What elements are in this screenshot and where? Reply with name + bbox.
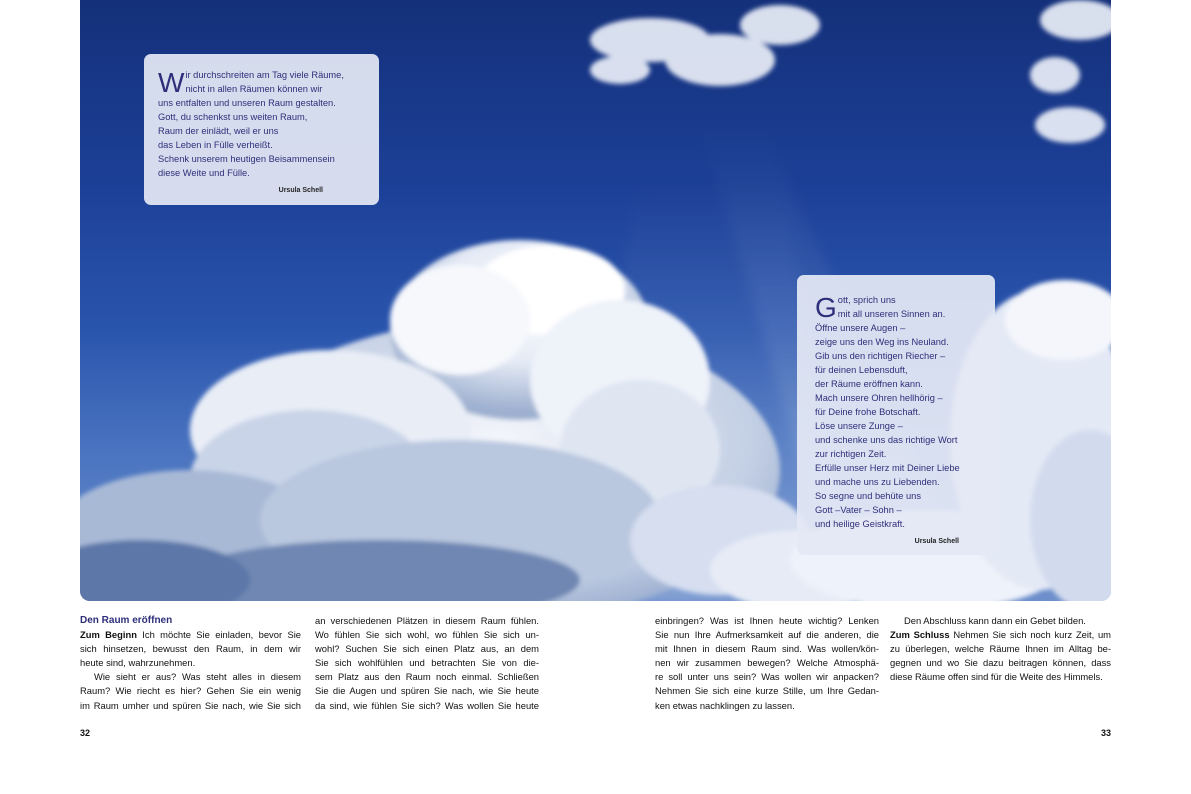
poem-line: der Räume eröffnen kann. [815, 379, 923, 389]
text-line: Sie nun Ihre Aufmerksamkeit auf die anderen, die [655, 629, 879, 641]
poem-line: zeige uns den Weg ins Neuland. [815, 337, 949, 347]
poem-line: Gott, du schenkst uns weiten Raum, [158, 112, 308, 122]
text-line: Wo fühlen Sie sich wohl, wo fühlen Sie sich un- [315, 629, 539, 641]
poem-line: uns entfalten und unseren Raum gestalten. [158, 98, 336, 108]
text-line: Nehmen Sie sich eine kurze Stille, um Ihre Gedan- [655, 685, 879, 697]
text-line: da sind, wie fühlen Sie sich? Was wollen Sie heute [315, 699, 539, 711]
poem-line: und heilige Geistkraft. [815, 519, 905, 529]
poem-line: Erfülle unser Herz mit Deiner Liebe [815, 463, 960, 473]
text-fragment: Ich möchte Sie einladen, bevor Sie [136, 629, 302, 641]
poem-author: Ursula Schell [278, 187, 323, 194]
poem-line: Schenk unserem heutigen Beisammensein [158, 154, 335, 164]
text-column-1 [80, 614, 301, 713]
text-line: nen wir zusammen bewegen? Welche Atmosphä- [655, 657, 879, 669]
poem-line: Gib uns den richtigen Riecher – [815, 351, 946, 361]
text-line: einbringen? Was ist Ihnen heute wichtig? Lenken [655, 615, 879, 626]
poem-line: für Deine frohe Botschaft. [815, 407, 921, 417]
prayer-box-right [797, 275, 995, 555]
poem-line: und schenke uns das richtige Wort [815, 435, 958, 445]
poem-line: Raum der einlädt, weil er uns [158, 126, 279, 136]
poem-line: ir durchschreiten am Tag viele Räume, [185, 70, 344, 80]
text-line: sich hinsetzen, bewusst den Raum, in dem wir [80, 643, 301, 655]
poem-line: So segne und behüte uns [815, 491, 921, 501]
drop-cap: G [815, 292, 837, 323]
text-line: Wie sieht er aus? Was steht alles in diesem [94, 671, 301, 683]
poem-line: mit all unseren Sinnen an. [837, 309, 946, 319]
text-column-2 [315, 614, 539, 713]
text-line: sem Platz aus den Raum noch einmal. Schließen [315, 671, 539, 683]
poem-line: für deinen Lebensduft, [815, 365, 908, 375]
poem-line: Gott –Vater – Sohn – [815, 505, 902, 515]
lead-in-bold: Zum Schluss [890, 629, 950, 641]
drop-cap: W [158, 67, 185, 98]
lead-in-bold: Zum Beginn [80, 629, 137, 641]
text-line [80, 628, 301, 642]
text-column-4 [890, 614, 1111, 684]
text-fragment: Nehmen Sie sich noch kurz Zeit, um [949, 629, 1111, 641]
text-line: zu überlegen, welche Räume Ihnen im Alltag be- [890, 643, 1111, 655]
text-line: diese Räume offen sind für die Weite des Himmels. [890, 671, 1103, 683]
text-line: Den Abschluss kann dann ein Gebet bilden. [904, 615, 1086, 626]
text-line: re soll unter uns sein? Was wollen wir anpacken? [655, 671, 879, 683]
poem-line: diese Weite und Fülle. [158, 168, 250, 178]
page-number-left: 32 [80, 728, 91, 738]
text-line: wohl? Suchen Sie sich einen Platz aus, an dem [315, 643, 539, 655]
poem-line: und mache uns zu Liebenden. [815, 477, 940, 487]
text-line: im Raum umher und spüren Sie nach, wie Sie sich [80, 699, 301, 711]
text-line: mit Ihnen in diesem Raum sind. Was wollen/kön- [655, 643, 879, 655]
poem-line: Öffne unsere Augen – [815, 323, 906, 333]
text-column-3 [655, 614, 879, 713]
poem-line: nicht in allen Räumen können wir [185, 84, 323, 94]
text-line [890, 628, 1111, 642]
section-heading: Den Raum eröffnen [80, 615, 173, 626]
poem-line: ott, sprich uns [837, 295, 896, 305]
poem-line: Mach unsere Ohren hellhörig – [815, 393, 943, 403]
text-line: Sie die Augen und spüren Sie nach, wie Sie heute [315, 685, 539, 697]
poem-line: das Leben in Fülle verheißt. [158, 140, 273, 150]
text-line: heute sind, wahrzunehmen. [80, 657, 196, 669]
text-line: an verschiedenen Plätzen in diesem Raum fühlen. [315, 615, 539, 626]
poem-author: Ursula Schell [914, 538, 959, 545]
prayer-box-top [144, 54, 379, 205]
poem-line: zur richtigen Zeit. [815, 449, 887, 459]
poem-line: Löse unsere Zunge – [815, 421, 903, 431]
text-line: Sie sich wohlfühlen und betrachten Sie von die- [315, 657, 539, 669]
page-number-right: 33 [1100, 728, 1111, 738]
text-line: Raum? Wie riecht es hier? Gehen Sie ein wenig [80, 685, 301, 697]
text-line: gegnen und wo Sie dazu beitragen können, dass [890, 657, 1111, 669]
text-line: ken etwas nachklingen zu lassen. [655, 699, 795, 711]
